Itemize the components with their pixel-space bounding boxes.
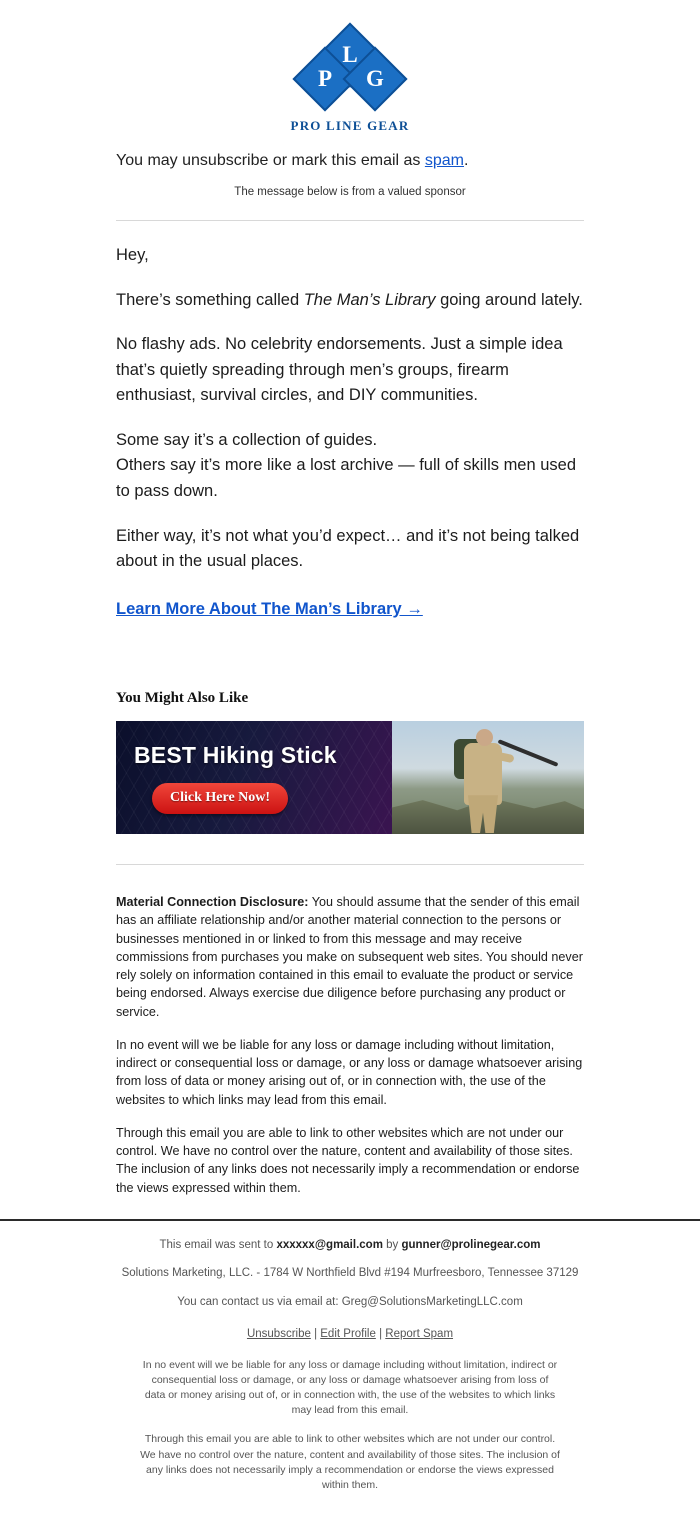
paragraph-4: Either way, it’s not what you’d expect… and it’s not being talked about in the usual places. (116, 526, 580, 571)
paragraph-1-after: going around lately. (435, 290, 583, 309)
paragraph-3 (116, 428, 584, 505)
unsubscribe-notice (0, 148, 700, 170)
ad-banner-click-here-button[interactable]: Click Here Now! (152, 783, 288, 814)
paragraph-2: No flashy ads. No celebrity endorsements. Just a simple idea that’s quietly spreading through men’s groups, firearm enthusiast, survival circles, and DIY communities. (116, 335, 563, 405)
paragraph-1 (116, 288, 584, 314)
greeting-text: Hey, (116, 246, 149, 264)
learn-more-cta-link[interactable]: Learn More About The Man’s Library → (116, 599, 423, 618)
sent-to-middle: by (382, 1238, 402, 1251)
sent-to-prefix: This email was sent to (159, 1238, 277, 1251)
footer-edit-profile-link[interactable]: Edit Profile (320, 1327, 376, 1340)
disclosure-paragraph-3: Through this email you are able to link to other websites which are not under our control. We have no control over the nature, content and availability of those sites. The inclusion of any links does not necessarily imply a recommendation or endorse the views expressed within them. (116, 1125, 580, 1195)
sent-to-line (116, 1239, 584, 1251)
paragraph-1-before: There’s something called (116, 290, 304, 309)
footer-report-spam-link[interactable]: Report Spam (385, 1327, 454, 1340)
recipient-email: xxxxxx@gmail.com (276, 1238, 383, 1251)
message-body (0, 221, 700, 622)
disclosure-label: Material Connection Disclosure: (116, 895, 309, 910)
footer-links (116, 1328, 584, 1340)
logo-letter-l: L (342, 42, 358, 67)
disclosure-paragraph-2: In no event will we be liable for any loss or damage including without limitation, indirect or consequential loss or damage, or any loss or damage whatsoever arising from loss of data or money arising out of, or in connection with, the use of the websites to which links may lead from this email. (116, 1037, 583, 1107)
hiking-stick-ad-banner[interactable] (116, 721, 584, 834)
paragraph-3-line-1: Some say it’s a collection of guides. (116, 430, 378, 449)
footer-legal-paragraph-1: In no event will we be liable for any loss or damage including without limitation, indirect or consequential loss or damage, or any loss or damage whatsoever arising from loss of data or money arising out of, or in connection with, the use of the websites to which links may lead from this email. (142, 1358, 558, 1417)
footer-link-separator-1: | (310, 1327, 321, 1340)
bottom-spacer (0, 1507, 700, 1535)
spam-link[interactable]: spam (424, 152, 464, 169)
ad-banner-headline: BEST Hiking Stick (134, 742, 337, 769)
ad-banner-text-panel (116, 721, 392, 834)
logo-diamonds-icon (294, 30, 406, 114)
library-title-italic: The Man’s Library (303, 290, 436, 309)
disclosure-text-1: You should assume that the sender of this email has an affiliate relationship and/or another material connection to the persons or businesses mentioned in or linked to from this message and may receive commissions from purchases you make on subsequent web sites. You should never rely solely on information contained in this email to evaluate the product or service being endorsed. Always exercise due diligence before purchasing any product or service. (116, 895, 583, 1019)
unsubscribe-notice-prefix: You may unsubscribe or mark this email as (116, 152, 425, 169)
disclosure-section (0, 865, 700, 1197)
logo-wordmark: PRO LINE GEAR (290, 118, 410, 133)
sender-email: gunner@prolinegear.com (401, 1238, 541, 1251)
logo-letter-p: P (317, 66, 333, 91)
company-address: Solutions Marketing, LLC. - 1784 W Northfield Blvd #194 Murfreesboro, Tennessee 37129 (121, 1266, 579, 1279)
paragraph-3-line-2: Others say it’s more like a lost archive — full of skills men used to pass down. (116, 456, 577, 500)
sponsor-note: The message below is from a valued sponsor (234, 186, 466, 198)
unsubscribe-notice-suffix: . (464, 152, 469, 169)
brand-logo (0, 22, 700, 148)
email-footer (0, 1221, 700, 1493)
logo-letter-g: G (366, 66, 384, 91)
footer-legal-paragraph-2: Through this email you are able to link to other websites which are not under our control. We have no control over the nature, content and availability of those sites. The inclusion of any links does not necessarily imply a recommendation or endorse the views expressed within them. (140, 1433, 560, 1492)
you-might-also-like-heading: You Might Also Like (116, 690, 249, 707)
ad-banner-photo (392, 721, 584, 834)
footer-unsubscribe-link[interactable]: Unsubscribe (246, 1327, 311, 1340)
disclosure-paragraph-1 (116, 893, 584, 1021)
footer-link-separator-2: | (375, 1327, 386, 1340)
contact-line: You can contact us via email at: Greg@SolutionsMarketingLLC.com (177, 1295, 523, 1308)
